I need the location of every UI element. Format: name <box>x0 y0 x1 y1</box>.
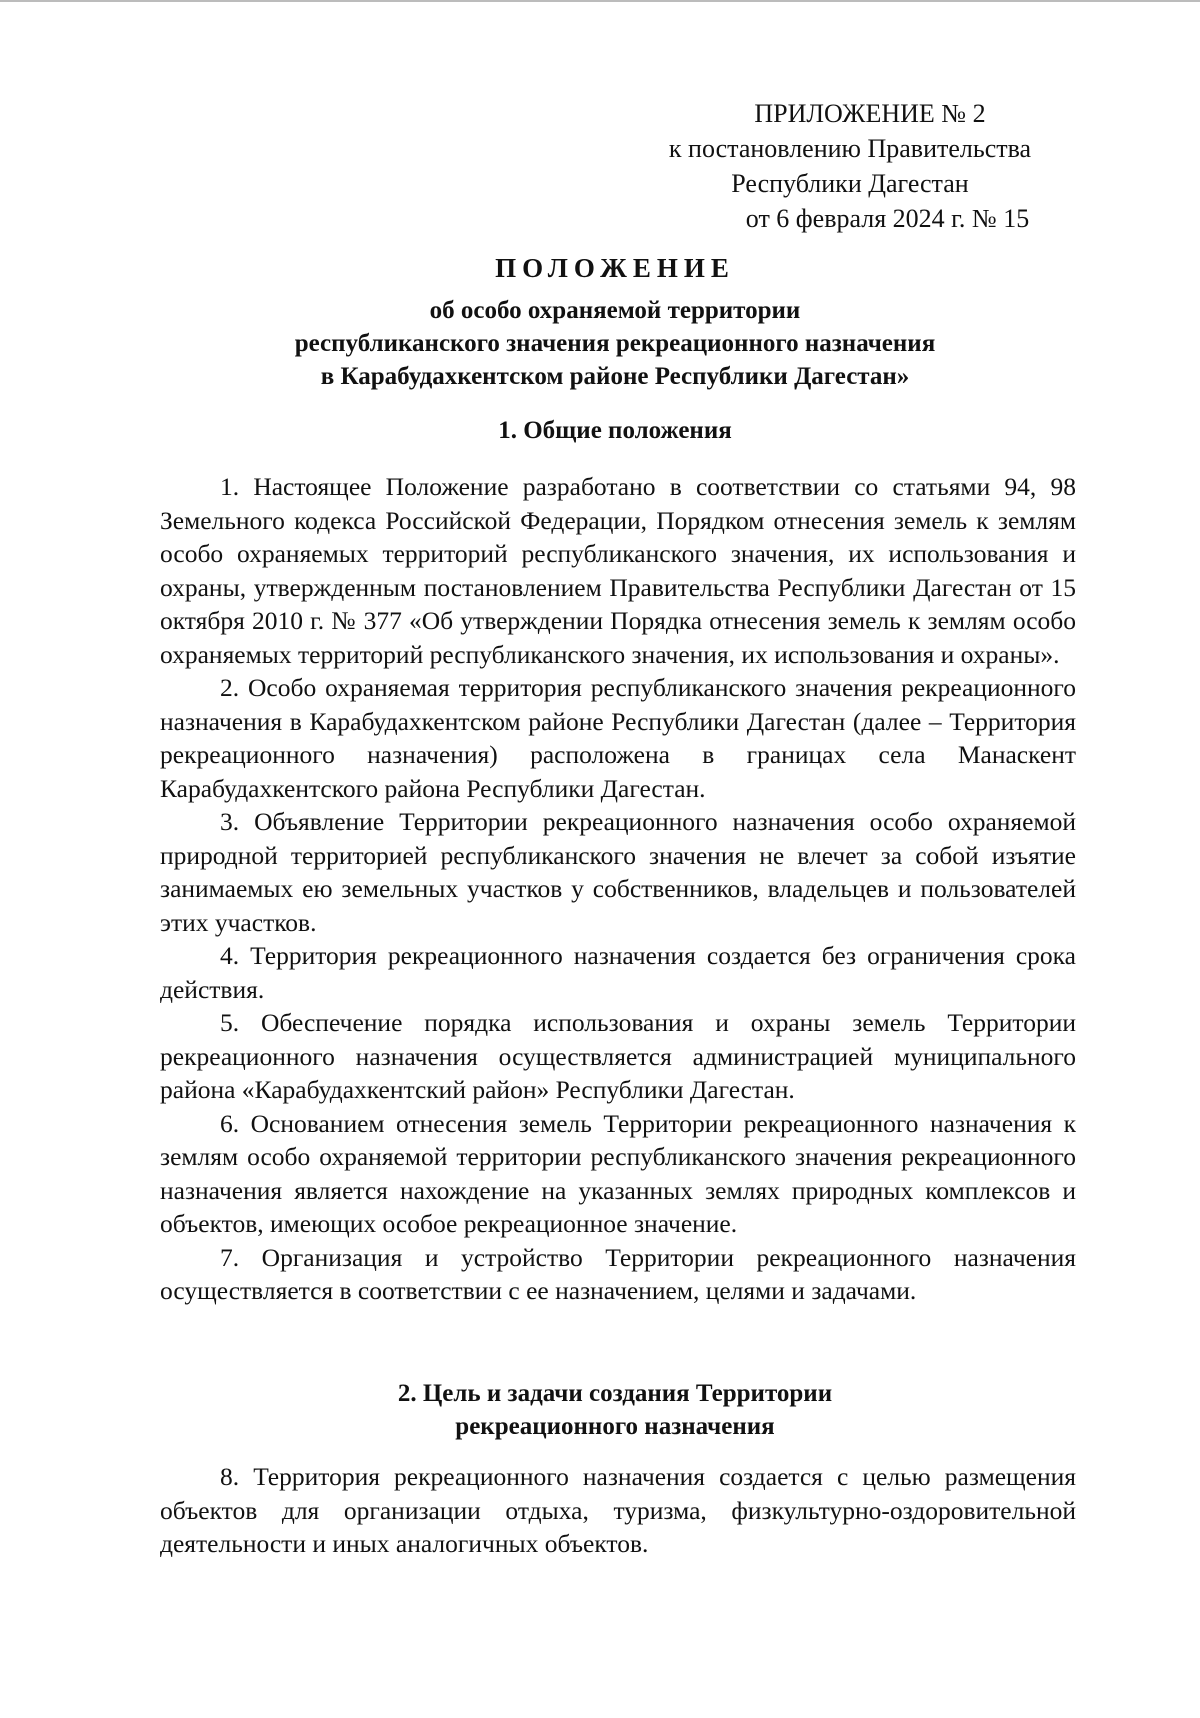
section-1-body <box>160 470 1076 1308</box>
paragraph-7: 7. Организация и устройство Территории рекреационного назначения осуществляется в соответствии с ее назначением, целями и задачами. <box>160 1242 1076 1305</box>
appendix-number: ПРИЛОЖЕНИЕ № 2 <box>754 99 986 128</box>
subtitle-line-1: об особо охраняемой территории <box>429 297 801 324</box>
paragraph-5: 5. Обеспечение порядка использования и охраны земель Территории рекреационного назначения осуществляется администрацией муниципального района «Карабудахкентский район» Республики Дагестан. <box>160 1008 1076 1104</box>
section-2-body <box>160 1460 1076 1561</box>
section-2-heading <box>160 1377 1070 1443</box>
appendix-date: от 6 февраля 2024 г. № 15 <box>745 204 1030 233</box>
appendix-republic: Республики Дагестан <box>731 169 969 198</box>
paragraph-2: 2. Особо охраняемая территория республиканского значения рекреационного назначения в Карабудахкентском районе Республики Дагестан (далее – Территория рекреационного назначения) расположена в границах села Манаскент Карабудахкентского района Республики Дагестан. <box>160 673 1076 803</box>
paragraph-4: 4. Территория рекреационного назначения создается без ограничения срока действия. <box>160 941 1076 1004</box>
subtitle-line-3: в Карабудахкентском районе Республики Дагестан» <box>320 363 910 390</box>
section-2-heading-line-2: рекреационного назначения <box>455 1413 775 1440</box>
section-2-heading-line-1: 2. Цель и задачи создания Территории <box>397 1380 833 1407</box>
appendix-resolution: к постановлению Правительства <box>668 134 1032 163</box>
paragraph-3: 3. Объявление Территории рекреационного назначения особо охраняемой природной территорией республиканского значения не влечет за собой изъятие занимаемых ею земельных участков у собственников, владельцев и пользователей этих участков. <box>160 807 1076 937</box>
paragraph-1: 1. Настоящее Положение разработано в соответствии со статьями 94, 98 Земельного кодекса Российской Федерации, Порядком отнесения земель к землям особо охраняемых территорий республиканского значения, их использования и охраны, утвержденным постановлением Правительства Республики Дагестан от 15 октября 2010 г. № 377 «Об утверждении Порядка отнесения земель к землям особо охраняемых территорий республиканского значения, их использования и охраны». <box>160 472 1076 669</box>
paragraph-6: 6. Основанием отнесения земель Территории рекреационного назначения к землям особо охраняемой территории республиканского значения рекреационного назначения является нахождение на указанных землях природных комплексов и объектов, имеющих особое рекреационное значение. <box>160 1108 1076 1238</box>
document-subtitle <box>160 294 1070 393</box>
scan-top-edge <box>0 0 1200 2</box>
appendix-header <box>640 96 1060 236</box>
section-1-heading <box>160 414 1070 447</box>
subtitle-line-2: республиканского значения рекреационного назначения <box>294 330 936 357</box>
paragraph-8: 8. Территория рекреационного назначения создается с целью размещения объектов для организации отдыха, туризма, физкультурно-оздоровительной деятельности и иных аналогичных объектов. <box>160 1462 1076 1558</box>
document-title: ПОЛОЖЕНИЕ <box>495 253 735 283</box>
section-1-heading-text: 1. Общие положения <box>498 417 732 444</box>
